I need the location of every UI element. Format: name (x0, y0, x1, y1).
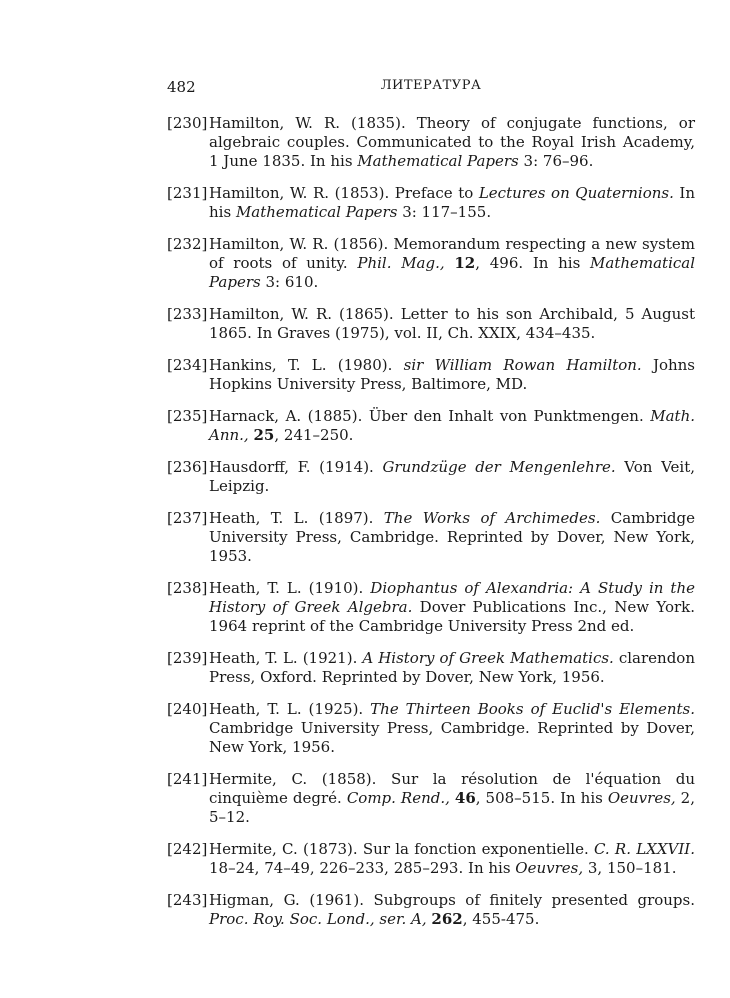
reference-title-italic: Mathematical Papers (209, 254, 696, 291)
reference-title-italic: Math. Ann., (209, 407, 695, 444)
reference-number: [238] (167, 579, 208, 597)
reference-text (209, 840, 695, 877)
reference-entry (167, 114, 695, 171)
reference-text (209, 407, 695, 444)
reference-title-italic: Diophantus of Alexandria: A Study in the History of Greek Algebra. (209, 579, 695, 616)
reference-entry (167, 356, 695, 394)
reference-segment: clarendon Press, Oxford. Reprinted by Dover, New York, 1956. (209, 649, 695, 686)
reference-segment: Hamilton, W. R. (1856). Memorandum respecting a new system of roots of unity. (209, 235, 695, 272)
reference-segment: , 455-475. (462, 910, 540, 928)
reference-title-italic: Mathematical Papers (357, 152, 519, 170)
reference-segment: 18–24, 74–49, 226–233, 285–293. In his (209, 859, 516, 877)
reference-entry (167, 649, 695, 687)
reference-text (209, 458, 695, 495)
reference-title-italic: Grundzüge der Mengenlehre. (382, 458, 616, 476)
reference-entry (167, 509, 695, 566)
reference-segment: Harnack, A. (1885). Über den Inhalt von Punktmengen. (209, 407, 651, 425)
reference-segment: Hankins, T. L. (1980). (209, 356, 404, 374)
reference-number: [231] (167, 184, 208, 202)
reference-text (209, 305, 695, 342)
reference-entry (167, 184, 695, 222)
reference-segment: Heath, T. L. (1925). (209, 700, 371, 718)
reference-segment: Hausdorff, F. (1914). (209, 458, 383, 476)
reference-segment: In his (209, 184, 696, 221)
reference-segment: Cambridge University Press, Cambridge. Reprinted by Dover, New York, 1953. (209, 509, 696, 565)
reference-segment: Heath, T. L. (1921). (209, 649, 363, 667)
reference-entry (167, 700, 695, 757)
reference-segment: Higman, G. (1961). Subgroups of finitely presented groups. (209, 891, 695, 909)
reference-number: [241] (167, 770, 208, 788)
reference-title-italic: Comp. Rend., (346, 789, 450, 807)
reference-text (209, 770, 695, 826)
reference-text (209, 184, 695, 221)
reference-text (209, 649, 695, 686)
reference-volume: 262 (431, 910, 463, 928)
reference-entry (167, 770, 695, 827)
reference-segment: 3: 610. (260, 273, 319, 291)
reference-segment: Hermite, C. (1873). Sur la fonction exponentielle. (209, 840, 594, 858)
reference-title-italic: Mathematical Papers (235, 203, 398, 221)
reference-segment: , 241–250. (274, 426, 354, 444)
reference-text (209, 700, 695, 756)
reference-number: [232] (167, 235, 208, 253)
page-number: 482 (167, 78, 196, 96)
page-header (167, 78, 695, 100)
reference-segment: Heath, T. L. (1910). (209, 579, 371, 597)
reference-segment: Hermite, C. (1858). Sur la résolution de l'équation du cinquième degré. (209, 770, 695, 807)
reference-title-italic: The Works of Archimedes. (383, 509, 601, 527)
reference-volume: 25 (253, 426, 275, 444)
reference-title-italic: C. R. LXXVII. (593, 840, 695, 858)
reference-segment: , 508–515. In his (475, 789, 608, 807)
reference-segment: Heath, T. L. (1897). (209, 509, 384, 527)
reference-number: [243] (167, 891, 208, 909)
reference-segment: 3, 150–181. (583, 859, 677, 877)
reference-segment: Cambridge University Press, Cambridge. Reprinted by Dover, New York, 1956. (209, 719, 695, 756)
reference-entry (167, 305, 695, 343)
reference-text (209, 579, 695, 635)
reference-title-italic: sir William Rowan Hamilton. (403, 356, 642, 374)
reference-entry (167, 407, 695, 445)
reference-segment: Johns Hopkins University Press, Baltimore, MD. (209, 356, 696, 393)
reference-entry (167, 891, 695, 929)
reference-volume: 12 (454, 254, 476, 272)
reference-number: [235] (167, 407, 208, 425)
reference-segment: 3: 76–96. (518, 152, 594, 170)
running-title: ЛИТЕРАТУРА (380, 78, 482, 93)
reference-text (209, 114, 695, 170)
reference-number: [239] (167, 649, 208, 667)
reference-number: [237] (167, 509, 208, 527)
reference-segment: Hamilton, W. R. (1865). Letter to his son Archibald, 5 August 1865. In Graves (1975), vol. II, Ch. XXIX, 434–435. (209, 305, 695, 342)
reference-title-italic: Oeuvres, (515, 859, 584, 877)
reference-number: [236] (167, 458, 208, 476)
reference-segment (445, 254, 455, 272)
reference-number: [234] (167, 356, 208, 374)
reference-segment: Hamilton, W. R. (1835). Theory of conjugate functions, or algebraic couples. Communicated to the Royal Irish Academy, 1 June 1835. In his (209, 114, 695, 170)
reference-list (167, 114, 695, 942)
reference-title-italic: Oeuvres, (607, 789, 676, 807)
reference-title-italic: A History of Greek Mathematics. (362, 649, 614, 667)
reference-number: [242] (167, 840, 208, 858)
reference-segment: 3: 117–155. (397, 203, 492, 221)
reference-number: [230] (167, 114, 208, 132)
reference-segment: 2, 5–12. (209, 789, 695, 826)
reference-number: [240] (167, 700, 208, 718)
reference-text (209, 891, 695, 928)
reference-segment: Von Veit, Leipzig. (209, 458, 695, 495)
reference-text (209, 356, 695, 393)
reference-segment: , 496. In his (475, 254, 591, 272)
reference-title-italic: Lectures on Quaternions. (478, 184, 674, 202)
reference-segment: Dover Publications Inc., New York. 1964 reprint of the Cambridge University Press 2nd ed. (209, 598, 695, 635)
reference-segment: Hamilton, W. R. (1853). Preface to (209, 184, 479, 202)
reference-entry (167, 235, 695, 292)
reference-entry (167, 458, 695, 496)
reference-text (209, 235, 695, 291)
reference-title-italic: Proc. Roy. Soc. Lond., ser. A, (209, 910, 427, 928)
reference-entry (167, 579, 695, 636)
reference-volume: 46 (454, 789, 476, 807)
reference-number: [233] (167, 305, 208, 323)
reference-title-italic: Phil. Mag., (357, 254, 445, 272)
reference-title-italic: The Thirteen Books of Euclid's Elements. (370, 700, 695, 718)
reference-text (209, 509, 695, 565)
reference-entry (167, 840, 695, 878)
